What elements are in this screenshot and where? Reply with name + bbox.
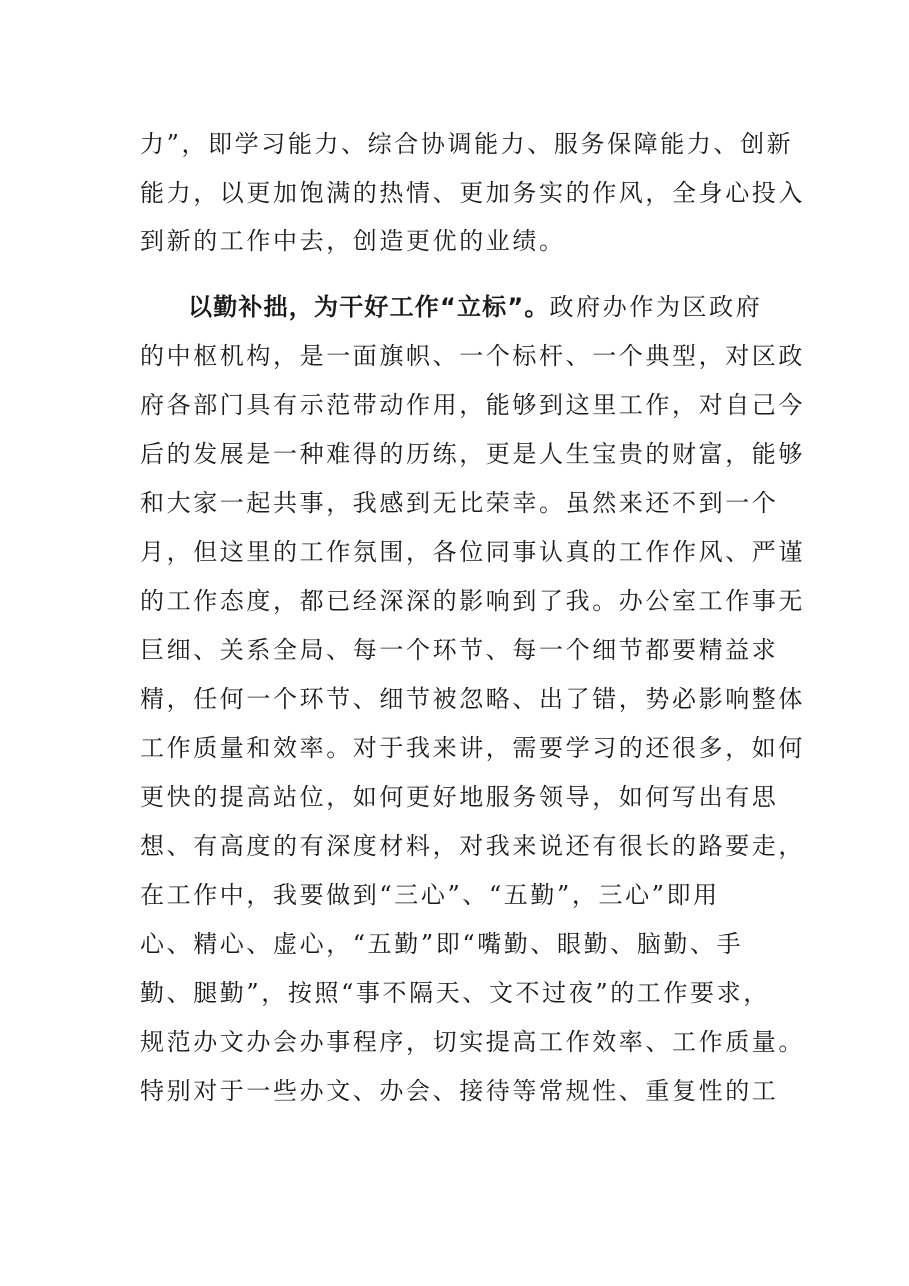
text-line: 规范办文办会办事程序，切实提高工作效率、工作质量。 <box>140 1028 805 1056</box>
text-line: 能力，以更加饱满的热情、更加务实的作风，全身心投入 <box>140 179 805 207</box>
paragraph-heading: 以勤补拙，为干好工作“立标”。 <box>188 293 550 321</box>
text-line: 和大家一起共事，我感到无比荣幸。虽然来还不到一个 <box>140 489 779 517</box>
text-line: 的工作态度，都已经深深的影响到了我。办公室工作事无 <box>140 587 805 615</box>
text-line: 到新的工作中去，创造更优的业绩。 <box>140 227 566 255</box>
text-line: 府各部门具有示范带动作用，能够到这里工作，对自己今 <box>140 391 805 419</box>
paragraph-first-line <box>188 291 808 323</box>
text-line: 想、有高度的有深度材料，对我来说还有很长的路要走， <box>140 832 805 860</box>
text-line: 的中枢机构，是一面旗帜、一个标杆、一个典型，对区政 <box>140 342 805 370</box>
text-line: 特别对于一些办文、办会、接待等常规性、重复性的工 <box>140 1077 779 1105</box>
text-line: 月，但这里的工作氛围，各位同事认真的工作作风、严谨 <box>140 538 805 566</box>
text-line: 巨细、关系全局、每一个环节、每一个细节都要精益求 <box>140 636 779 664</box>
text-line: 勤、腿勤”，按照“事不隔天、文不过夜”的工作要求， <box>140 979 770 1007</box>
text-line: 力”，即学习能力、综合协调能力、服务保障能力、创新 <box>140 130 794 158</box>
text-line: 在工作中，我要做到“三心”、“五勤”，三心”即用 <box>140 881 720 909</box>
text-line: 后的发展是一种难得的历练，更是人生宝贵的财富，能够 <box>140 440 805 468</box>
text-line: 更快的提高站位，如何更好地服务领导，如何写出有思 <box>140 783 779 811</box>
paragraph-text: 政府办作为区政府 <box>549 293 763 321</box>
text-line: 精，任何一个环节、细节被忽略、出了错，势必影响整体 <box>140 685 805 713</box>
text-line: 心、精心、虚心，“五勤”即“嘴勤、眼勤、脑勤、手 <box>140 930 744 958</box>
text-line: 工作质量和效率。对于我来讲，需要学习的还很多，如何 <box>140 734 805 762</box>
